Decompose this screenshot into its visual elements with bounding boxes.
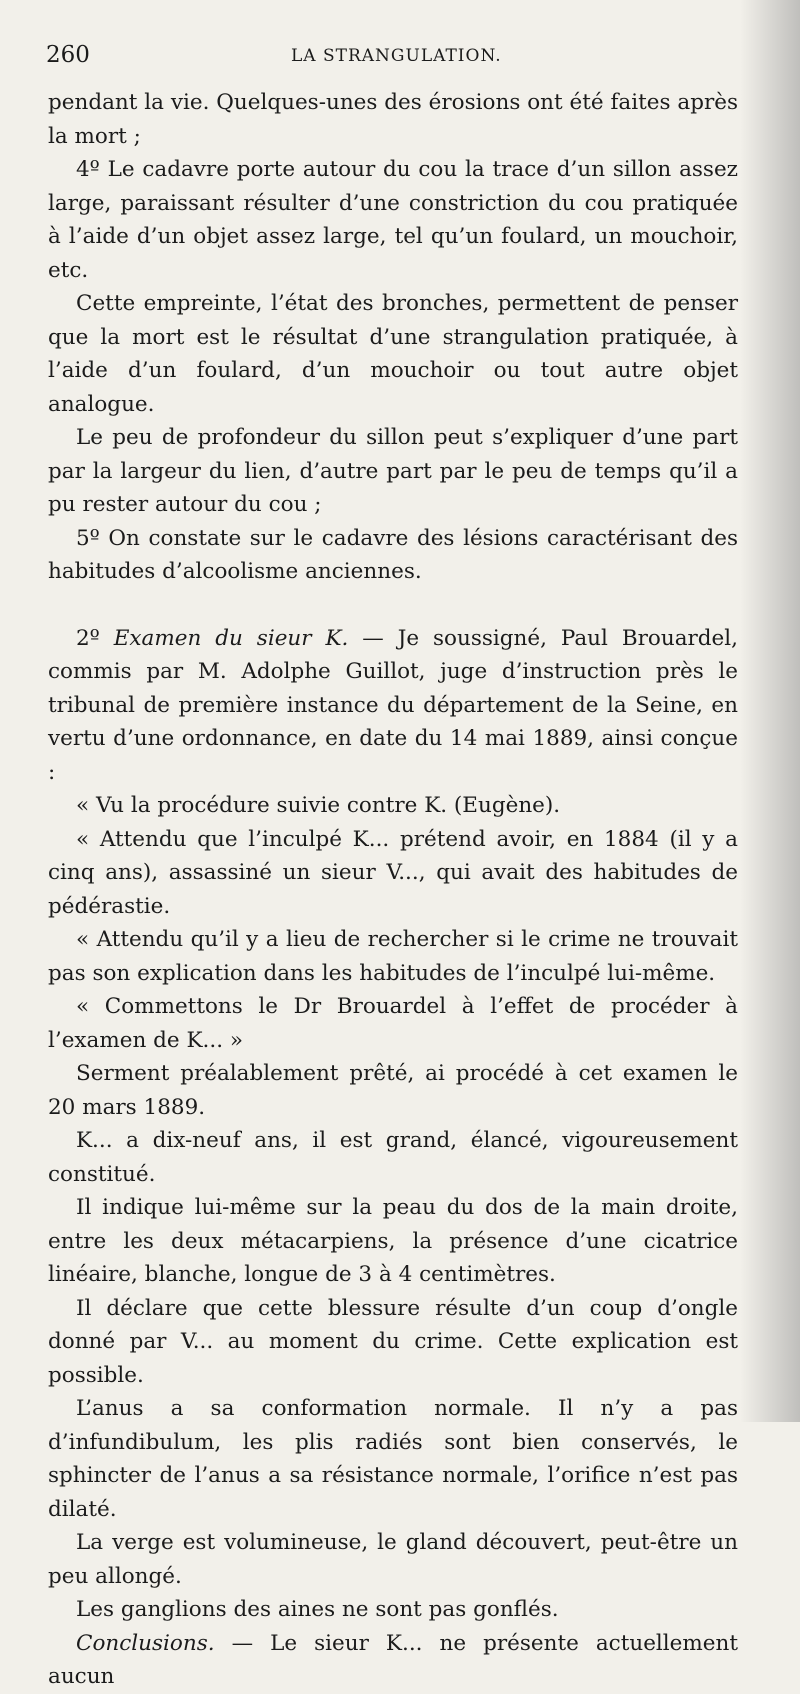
running-title: LA STRANGULATION. (291, 46, 502, 66)
page-number: 260 (46, 42, 90, 68)
paragraph: « Attendu que l’inculpé K... prétend avoir, en 1884 (il y a cinq ans), assassiné un sieur V..., qui avait des habitudes de pédérastie. (48, 826, 738, 919)
paragraph: L’anus a sa conformation normale. Il n’y a pas d’infundibulum, les plis radiés sont bien conservés, le sphincter de l’anus a sa résistance normale, l’orifice n’est pas dilaté. (48, 1396, 738, 1522)
paragraph: « Vu la procédure suivie contre K. (Eugène). (76, 793, 561, 818)
paragraph: K... a dix-neuf ans, il est grand, élancé, vigoureusement constitué. (48, 1128, 738, 1187)
page-header (46, 42, 730, 82)
paragraph: Serment préalablement prêté, ai procédé à cet examen le 20 mars 1889. (48, 1061, 738, 1120)
paragraph: Cette empreinte, l’état des bronches, permettent de penser que la mort est le résultat d’une strangulation pratiquée, à l’aide d’un foulard, d’un mouchoir ou tout autre objet analogue. (48, 291, 738, 417)
conclusions-text: — Le sieur K... ne présente actuellement aucun (48, 1630, 738, 1689)
page-body (48, 86, 738, 1694)
exam-paragraph (48, 622, 738, 790)
paragraph: 5º On constate sur le cadavre des lésions caractérisant des habitudes d’alcoolisme anciennes. (48, 525, 738, 584)
paragraph: Il déclare que cette blessure résulte d’un coup d’ongle donné par V... au moment du crime. Cette explication est possible. (48, 1295, 738, 1388)
paragraph: « Commettons le Dr Brouardel à l’effet de procéder à l’examen de K... » (48, 994, 738, 1053)
section-gap (48, 589, 738, 622)
paragraph: Il indique lui-même sur la peau du dos de la main droite, entre les deux métacarpiens, la présence d’une cicatrice linéaire, blanche, longue de 3 à 4 centimètres. (48, 1195, 738, 1287)
exam-number: 2º (76, 625, 114, 651)
paragraph: « Attendu qu’il y a lieu de rechercher si le crime ne trouvait pas son explication dans les habitudes de l’inculpé lui-même. (48, 927, 738, 986)
page-edge-shadow (740, 0, 800, 1422)
exam-heading: Examen du sieur K. (113, 625, 349, 651)
exam-text: — Je soussigné, Paul Brouardel, commis par M. Adolphe Guillot, juge d’instruction près le tribunal de première instance du département de la Seine, en vertu d’une ordonnance, en date du 14 mai 1889, ainsi conçue : (48, 625, 738, 785)
paragraph: pendant la vie. Quelques-unes des érosions ont été faites après la mort ; (48, 90, 738, 149)
paragraph: 4º Le cadavre porte autour du cou la trace d’un sillon assez large, paraissant résulter d’une constriction du cou pratiquée à l’aide d’un objet assez large, tel qu’un foulard, un mouchoir, etc. (48, 157, 738, 283)
paragraph: La verge est volumineuse, le gland découvert, peut-être un peu allongé. (48, 1530, 738, 1589)
paragraph: Les ganglions des aines ne sont pas gonflés. (76, 1597, 559, 1622)
conclusions-paragraph (48, 1627, 738, 1694)
conclusions-heading: Conclusions. (76, 1630, 215, 1656)
paragraph: Le peu de profondeur du sillon peut s’expliquer d’une part par la largeur du lien, d’autre part par le peu de temps qu’il a pu rester autour du cou ; (48, 425, 738, 517)
